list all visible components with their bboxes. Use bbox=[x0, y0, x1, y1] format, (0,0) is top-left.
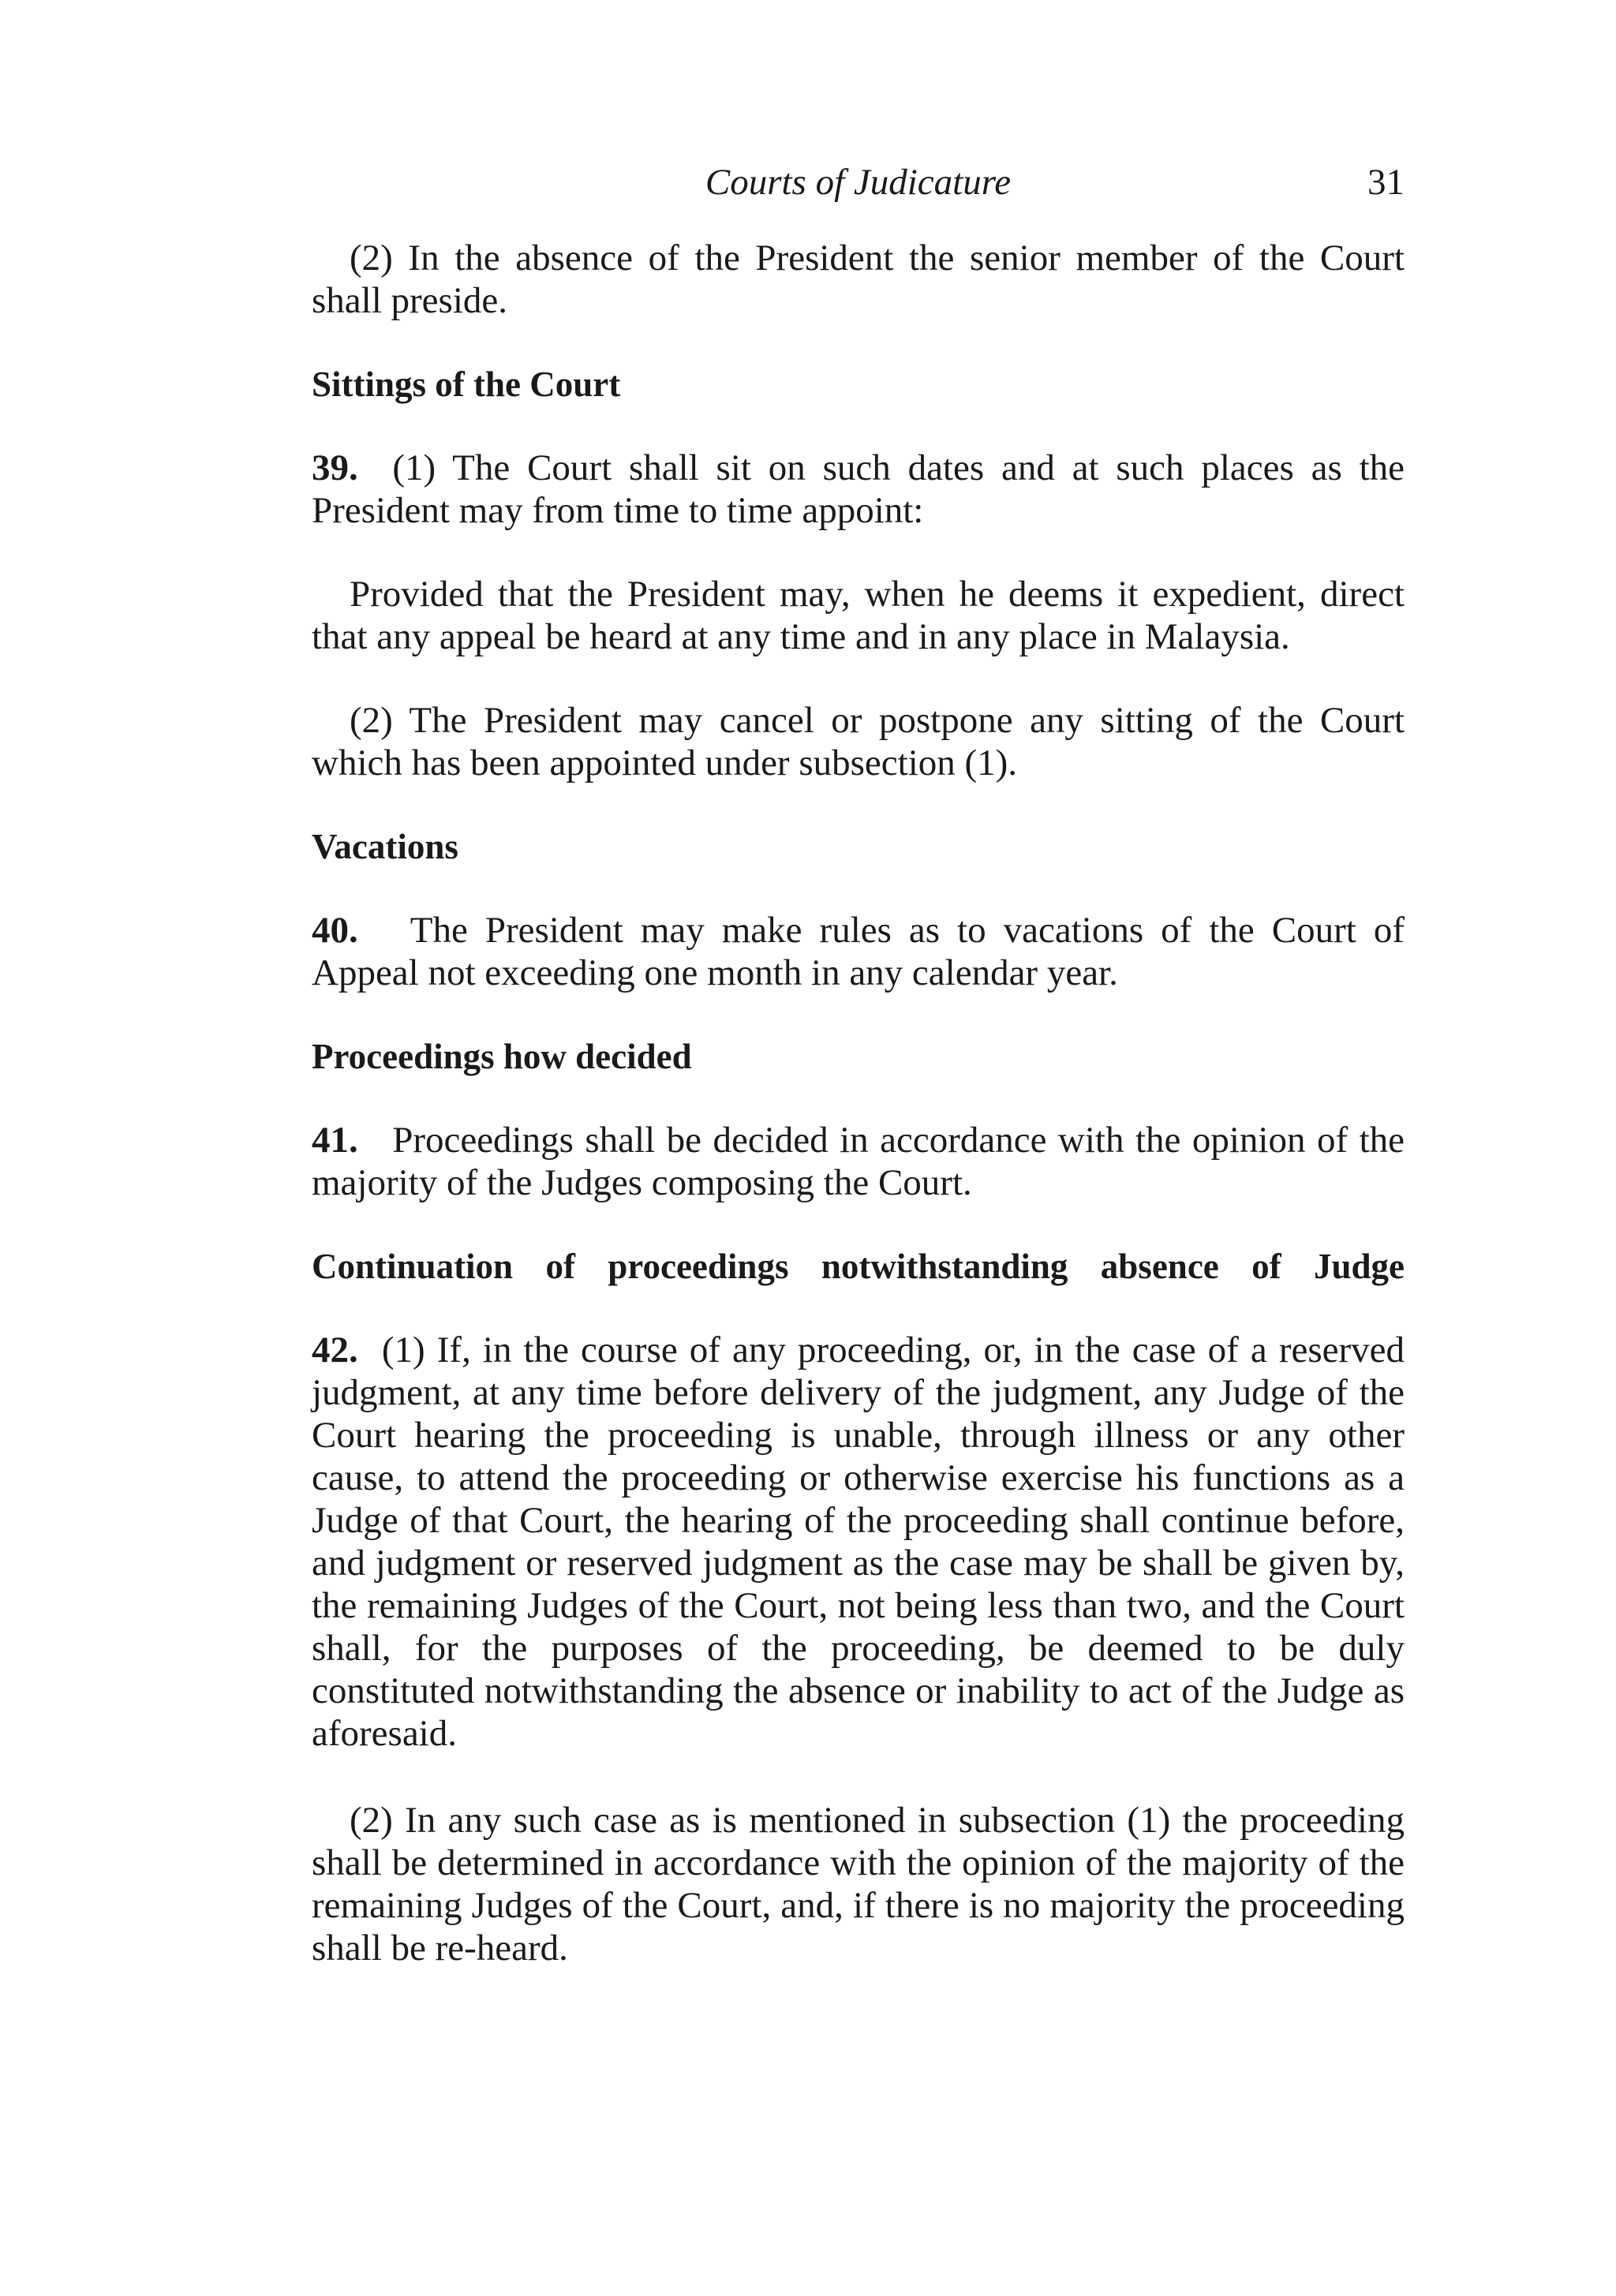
section-heading-sittings: Sittings of the Court bbox=[312, 365, 621, 404]
section-39-proviso: Provided that the President may, when he deems it expedient, direct that any appeal be heard at any time and in any place in Malaysia. bbox=[312, 574, 1405, 657]
spacer bbox=[312, 1755, 1405, 1799]
section-39-subsection-2: (2) The President may cancel or postpone any sitting of the Court which has been appointed under subsection (1). bbox=[312, 700, 1405, 783]
document-page bbox=[312, 155, 1405, 1969]
section-42-subsection-1 bbox=[312, 1329, 1405, 1755]
paragraph-president-absence: (2) In the absence of the President the senior member of the Court shall preside. bbox=[312, 237, 1405, 321]
spacer bbox=[312, 406, 1405, 447]
spacer bbox=[312, 784, 1405, 825]
running-title: Courts of Judicature bbox=[705, 162, 1012, 203]
spacer bbox=[312, 532, 1405, 573]
spacer bbox=[312, 1078, 1405, 1119]
section-number: 42. bbox=[312, 1329, 358, 1370]
section-40 bbox=[312, 909, 1405, 994]
spacer bbox=[312, 868, 1405, 909]
section-text: Proceedings shall be decided in accordance with the opinion of the majority of the Judges composing the Court. bbox=[312, 1120, 1405, 1203]
section-heading-vacations: Vacations bbox=[312, 827, 458, 866]
section-42-subsection-2: (2) In any such case as is mentioned in subsection (1) the proceeding shall be determined in accordance with the opinion of the majority of the remaining Judges of the Court, and, if there is no majority the proceeding shall be re-heard. bbox=[312, 1800, 1405, 1969]
spacer bbox=[312, 1204, 1405, 1245]
running-header bbox=[312, 155, 1405, 210]
section-heading-proceedings-decided: Proceedings how decided bbox=[312, 1037, 692, 1076]
section-heading-continuation: Continuation of proceedings notwithstanding absence of Judge bbox=[312, 1247, 1405, 1286]
section-number: 40. bbox=[312, 910, 358, 951]
spacer bbox=[312, 1288, 1405, 1329]
section-text: (1) If, in the course of any proceeding, or, in the case of a reserved judgment, at any time before delivery of the judgment, any Judge of the Court hearing the proceeding is unable, through illness or any other cause, to attend the proceeding or otherwise exercise his functions as a Judge of that Court, the hearing of the proceeding shall continue before, and judgment or reserved judgment as the case may be shall be given by, the remaining Judges of the Court, not being less than two, and the Court shall, for the purposes of the proceeding, be deemed to be duly constituted notwithstanding the absence or inability to act of the Judge as aforesaid. bbox=[312, 1329, 1405, 1754]
section-39-subsection-1 bbox=[312, 447, 1405, 532]
spacer bbox=[312, 210, 1405, 237]
section-number: 39. bbox=[312, 447, 358, 488]
spacer bbox=[312, 322, 1405, 363]
section-41 bbox=[312, 1119, 1405, 1204]
page-number: 31 bbox=[1367, 162, 1405, 203]
spacer bbox=[312, 994, 1405, 1035]
section-text: (1) The Court shall sit on such dates and at such places as the President may from time to time appoint: bbox=[312, 447, 1405, 531]
section-number: 41. bbox=[312, 1120, 358, 1161]
section-text: The President may make rules as to vacations of the Court of Appeal not exceeding one month in any calendar year. bbox=[312, 910, 1405, 993]
spacer bbox=[312, 658, 1405, 699]
